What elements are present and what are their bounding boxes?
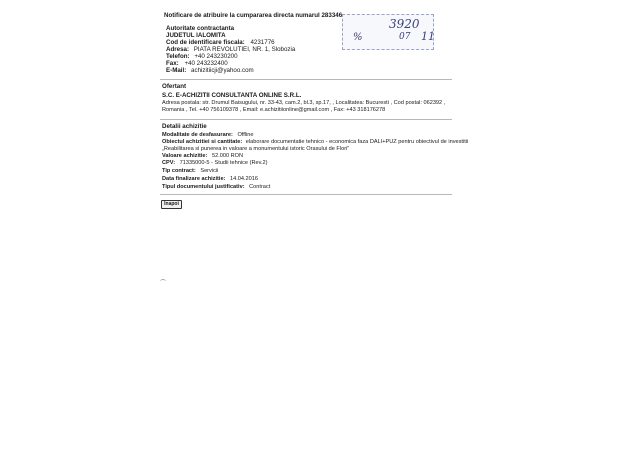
authority-heading: Autoritate contractanta: [166, 25, 235, 32]
date-value: 14.04.2016: [229, 176, 258, 182]
contract-value: Servicii: [200, 168, 219, 174]
fiscal-value: 4231776: [250, 39, 275, 46]
bidder-contact-line: Romania , Tel. +40 756109378 , Email: e.achizitiionline@gmail.com , Fax: +43 318176278: [162, 107, 386, 113]
scan-mark: [160, 279, 166, 284]
address-value: PIATA REVOLUTIEI, NR. 1, Slobozia: [193, 46, 296, 53]
contract-row: [162, 169, 218, 175]
authority-name: JUDETUL IALOMITA: [166, 32, 226, 39]
registration-stamp: [342, 14, 434, 50]
page-title: Notificare de atribuire la cumpararea directa numarul 283346: [164, 12, 343, 19]
cpv-label: CPV:: [162, 160, 176, 166]
bidder-heading: Ofertant: [162, 83, 187, 90]
bidder-address-line: Adresa postala: str. Drumul Baisugului, nr. 33-43, cam.2, bl.3, sp.17, , Localitatea: Bucuresti , Cod postal: 062392 ,: [162, 100, 446, 106]
doc-label: Tipul documentului justificativ:: [162, 184, 245, 190]
divider: [160, 79, 452, 80]
value-row: [162, 154, 243, 160]
value-value: 52.000 RON: [211, 153, 244, 159]
date-row: [162, 177, 258, 183]
phone-label: Telefon:: [166, 53, 190, 60]
divider: [160, 194, 452, 195]
cpv-row: [162, 161, 268, 167]
stamp-number: 3920: [389, 17, 420, 31]
stamp-left-mark: %: [353, 32, 363, 43]
contract-label: Tip contract:: [162, 168, 196, 174]
bidder-name: S.C. E-ACHIZITII CONSULTANTA ONLINE S.R.L.: [162, 92, 302, 99]
fax-label: Fax:: [166, 60, 179, 67]
phone-value: +40 243230200: [194, 53, 238, 60]
back-button[interactable]: Inapoi: [161, 200, 182, 209]
mode-row: [162, 133, 254, 139]
address-label: Adresa:: [166, 46, 190, 53]
authority-email-row: [166, 68, 254, 74]
mode-label: Modalitate de desfasurare:: [162, 132, 233, 138]
doc-row: [162, 185, 270, 191]
value-label: Valoare achizitie:: [162, 153, 208, 159]
mode-value: Offline: [237, 132, 254, 138]
stamp-right-mark: 11: [421, 30, 435, 43]
object-row: [162, 140, 468, 146]
stamp-sub: 07: [399, 32, 411, 42]
object-value: elaborare documentatie tehnico - economica faza DALI+PUZ pentru obiectivul de investitii: [245, 139, 469, 145]
email-value: achizitiicji@yahoo.com: [191, 67, 254, 74]
cpv-value: 71335000-5 - Studii tehnice (Rev.2): [179, 160, 268, 166]
object-label: Obiectul achizitiei si cantitate:: [162, 139, 243, 145]
fiscal-label: Cod de identificare fiscala:: [166, 39, 245, 46]
divider: [160, 119, 452, 120]
details-heading: Detalii achizitie: [162, 123, 207, 130]
object-value-line-2: „Reabilitarea si punerea in valoare a monumentului istoric Orasului de Flori”: [162, 146, 350, 152]
date-label: Data finalizare achizitie:: [162, 176, 226, 182]
email-label: E-Mail:: [166, 67, 187, 74]
doc-value: Contract: [249, 184, 271, 190]
fax-value: +40 243232400: [184, 60, 228, 67]
